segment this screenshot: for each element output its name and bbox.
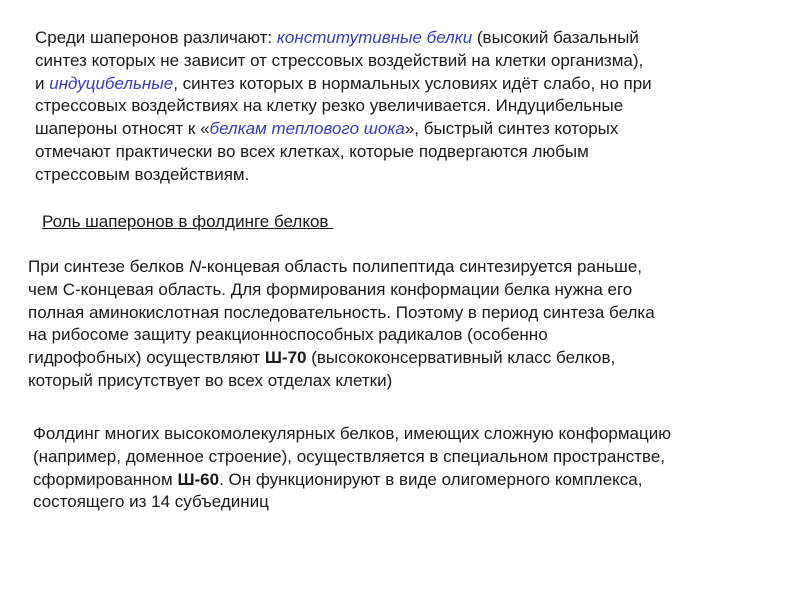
paragraph-line: и индуцибельные, синтез которых в нормальных условиях идёт слабо, но при — [35, 73, 652, 93]
paragraph-line: синтез которых не зависит от стрессовых воздействий на клетки организма), — [35, 50, 644, 70]
paragraph-line: на рибосоме защиту реакционноспособных радикалов (особенно — [28, 325, 548, 345]
n-terminus-letter: N — [188, 257, 202, 276]
paragraph-chaperone-types — [35, 27, 652, 187]
paragraph-line: стрессовых воздействиях на клетку резко увеличивается. Индуцибельные — [35, 96, 624, 116]
paragraph-line: состоящего из 14 субъединиц — [33, 492, 269, 512]
term-heat-shock-proteins: белкам теплового шока — [209, 119, 405, 139]
paragraph-line: гидрофобных) осуществляют Ш-70 (высококонсервативный класс белков, — [28, 348, 616, 368]
term-hsp70: Ш-70 — [264, 348, 307, 368]
paragraph-line: При синтезе белков N-концевая область полипептида синтезируется раньше, — [28, 257, 642, 276]
paragraph-line: Фолдинг многих высокомолекулярных белков, имеющих сложную конформацию — [33, 424, 671, 443]
term-hsp60: Ш-60 — [177, 469, 220, 489]
paragraph-line: чем С-концевая область. Для формирования конформации белка нужна его — [28, 279, 633, 299]
paragraph-line: (например, доменное строение), осуществляется в специальном пространстве, — [33, 446, 666, 466]
term-constitutive-proteins: конститутивные белки — [276, 28, 473, 47]
paragraph-line: шапероны относят к «белкам теплового шока», быстрый синтез которых — [35, 119, 619, 139]
paragraph-line: который присутствует во всех отделах клетки) — [28, 370, 393, 390]
paragraph-line: стрессовым воздействиям. — [35, 164, 250, 184]
paragraph-line: Среди шаперонов различают: конститутивные белки (высокий базальный — [35, 28, 639, 47]
paragraph-line: полная аминокислотная последовательность. Поэтому в период синтеза белка — [28, 302, 655, 322]
term-inducible: индуцибельные — [49, 73, 174, 93]
paragraph-folding-hsp60 — [33, 423, 671, 514]
paragraph-line: отмечают практически во всех клетках, которые подвергаются любым — [35, 141, 589, 161]
paragraph-line: сформированном Ш-60. Он функционируют в виде олигомерного комплекса, — [33, 469, 643, 489]
section-heading: Роль шаперонов в фолдинге белков — [42, 212, 334, 231]
paragraph-folding-hsp70 — [28, 256, 655, 393]
